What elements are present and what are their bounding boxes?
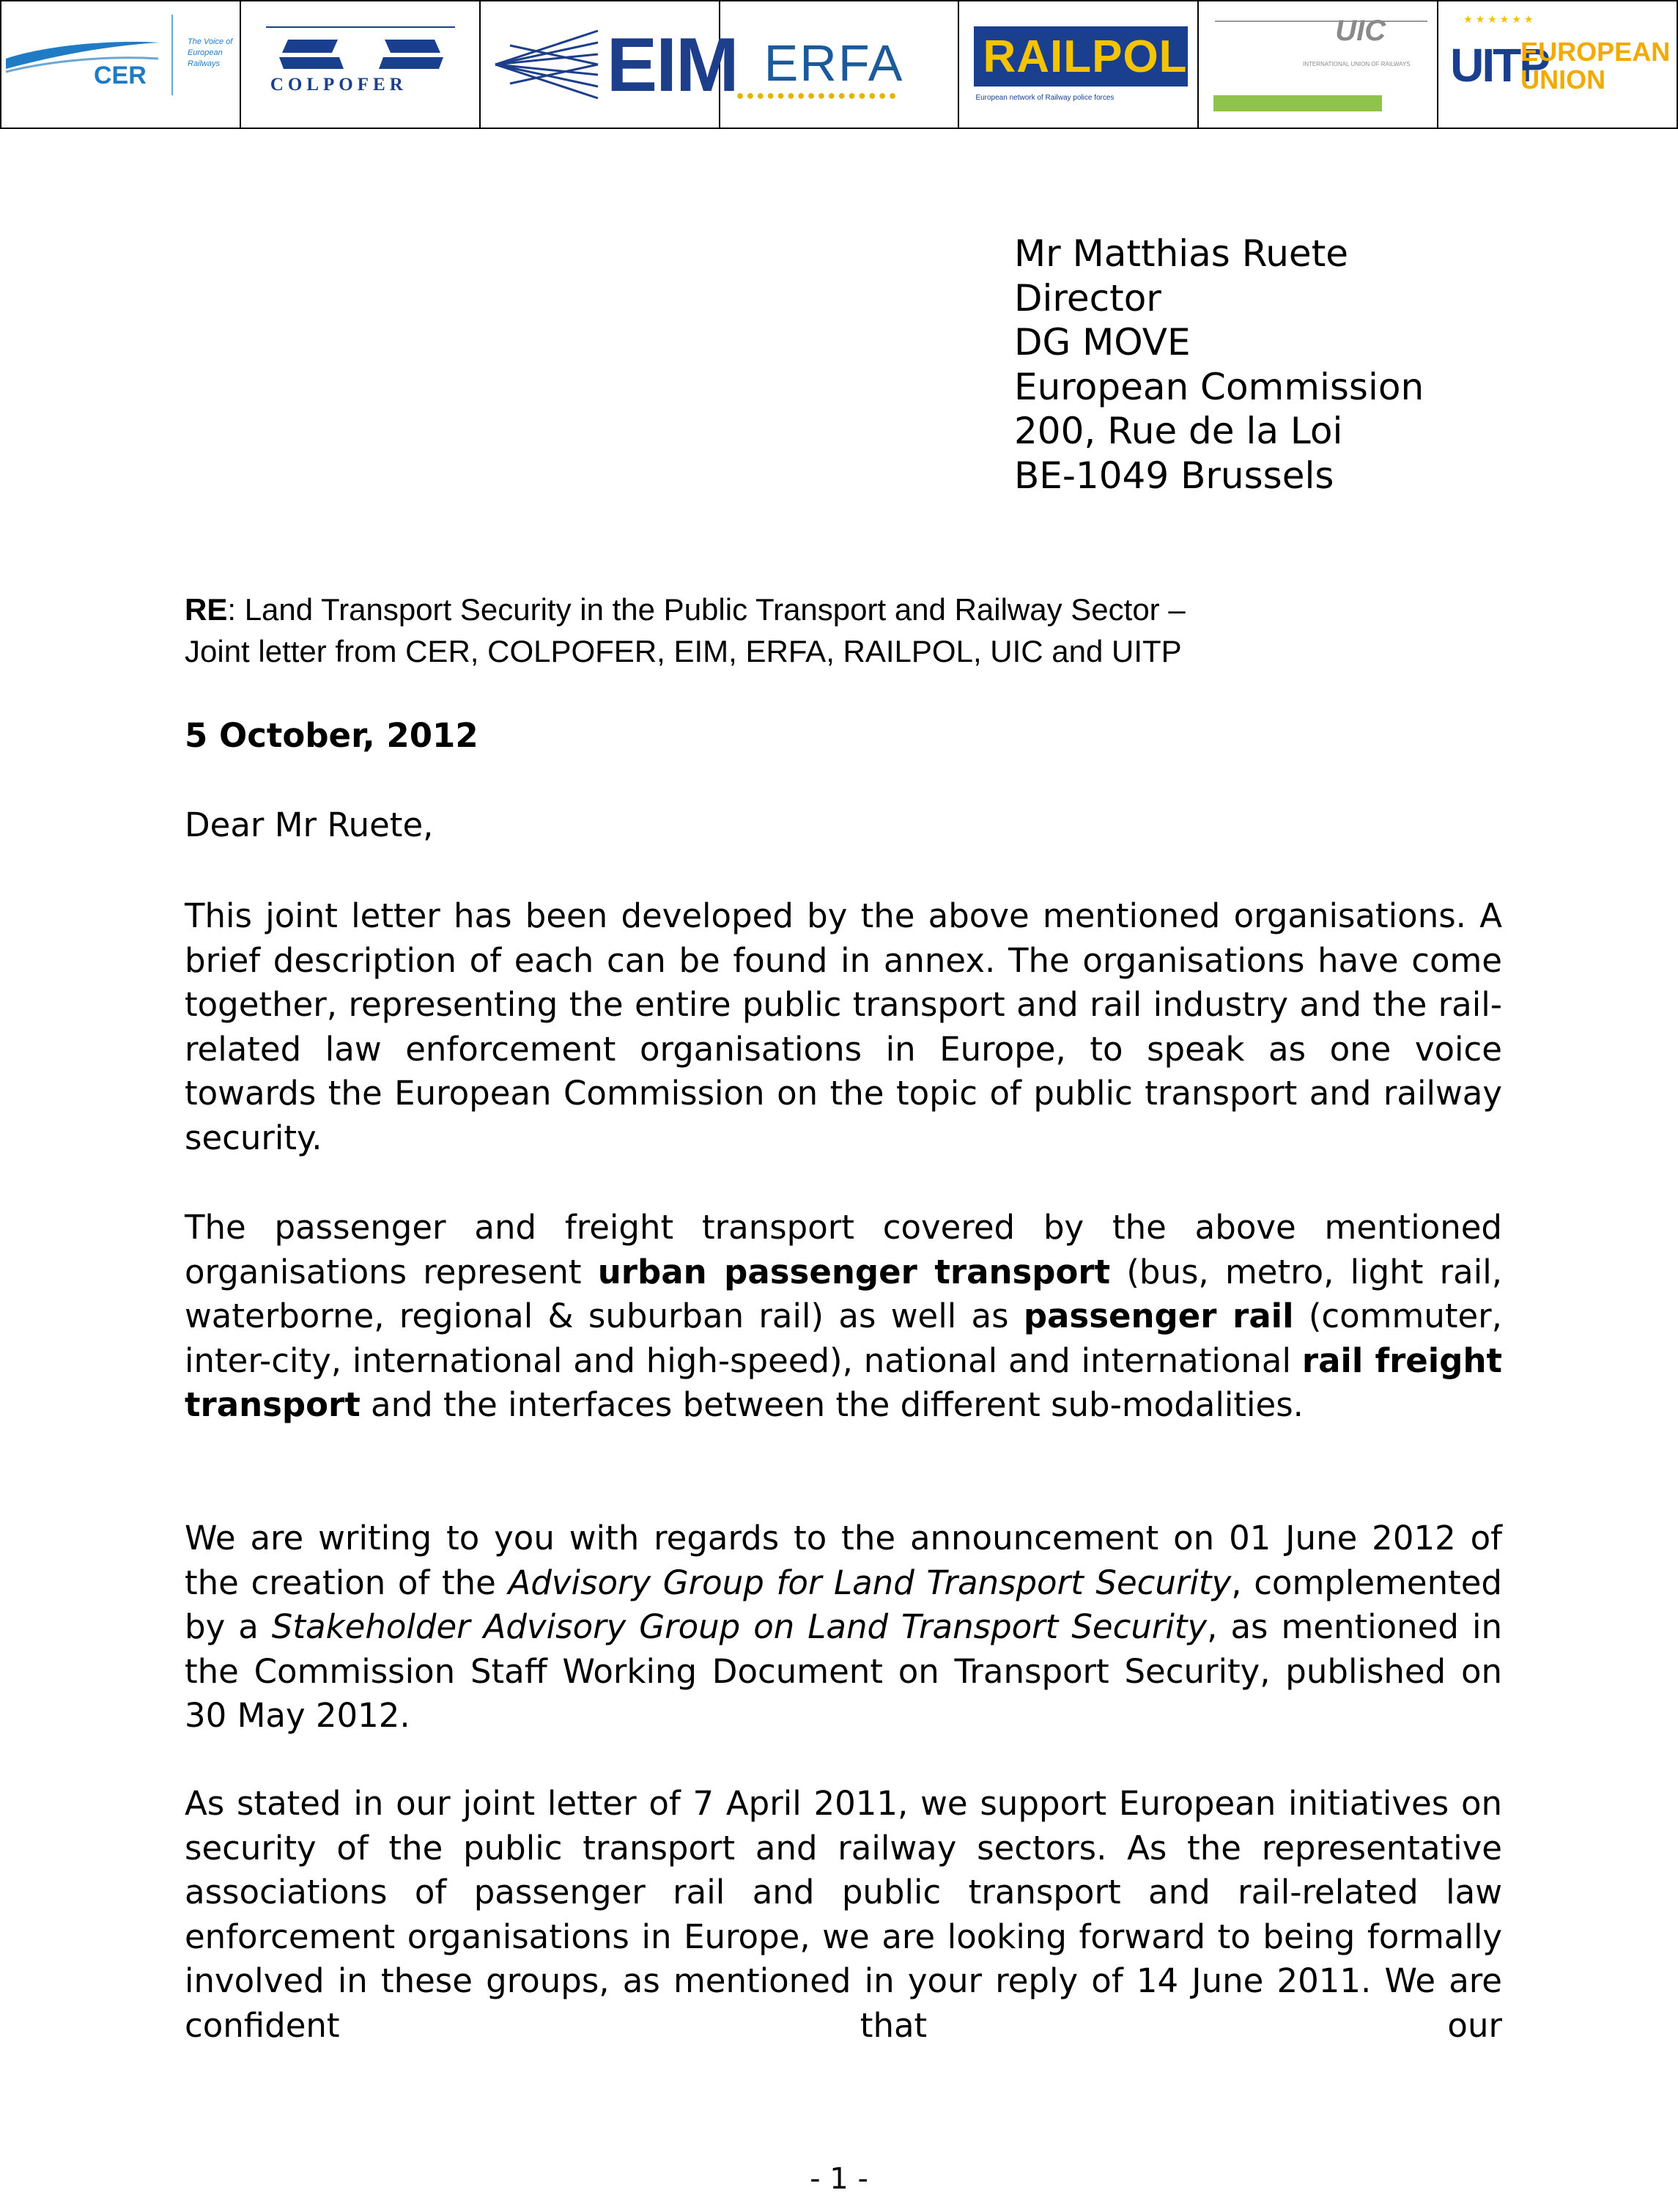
railpol-tagline: European network of Railway police forces bbox=[975, 94, 1115, 102]
cer-logo bbox=[1, 1, 241, 128]
colpofer-emblem-icon bbox=[241, 1, 481, 128]
recipient-department: DG MOVE bbox=[1014, 321, 1191, 364]
cer-wordmark: CER bbox=[94, 62, 147, 89]
p3-italic-advisory-group: Advisory Group for Land Transport Security bbox=[508, 1563, 1232, 1602]
p2-bold-urban: urban passenger transport bbox=[597, 1252, 1111, 1291]
p2-bold-rail-freight: rail freight transport bbox=[185, 1341, 1502, 1425]
body-paragraph-2 bbox=[185, 1206, 1502, 1428]
uic-rule bbox=[1215, 21, 1427, 22]
recipient-organisation: European Commission bbox=[1014, 365, 1424, 408]
cer-tagline: The Voice of European Railways bbox=[188, 37, 233, 68]
erfa-wordmark: ERFA bbox=[764, 34, 904, 92]
salutation: Dear Mr Ruete, bbox=[185, 805, 434, 844]
uic-wordmark: UIC bbox=[1335, 15, 1386, 47]
uitp-eu-logo bbox=[1438, 1, 1677, 128]
p3-text-e: , as mentioned in the Commission Staff Working Document on Transport Security, published on 30 May 2012. bbox=[185, 1607, 1502, 1736]
railpol-wordmark: RAILPOL bbox=[983, 32, 1188, 82]
p3-text-c: , complemented by a bbox=[185, 1563, 1502, 1647]
colpofer-logo bbox=[241, 1, 481, 128]
body-paragraph-1: This joint letter has been developed by the above mentioned organisations. A brief description of each can be found in annex. The organisations have come together, representing the entire public transport and rail industry and the rail-related law enforcement organisations in Europe, to speak as one voice towards the European Commission on the topic of public transport and railway security. bbox=[185, 896, 1502, 1157]
erfa-dots: ●●●●●●●●●●●●●●●● bbox=[736, 88, 899, 103]
p3-italic-stakeholder-group: Stakeholder Advisory Group on Land Transport Security bbox=[271, 1607, 1208, 1647]
uic-green-band bbox=[1213, 95, 1382, 111]
erfa-logo bbox=[720, 1, 960, 128]
p2-text-g: and the interfaces between the different sub-modalities. bbox=[360, 1385, 1304, 1425]
recipient-city: BE-1049 Brussels bbox=[1014, 454, 1334, 497]
recipient-street: 200, Rue de la Loi bbox=[1014, 410, 1343, 453]
subject-text-1: : Land Transport Security in the Public Transport and Railway Sector – bbox=[227, 592, 1186, 627]
p3-text-a: We are writing to you with regards to the announcement on 01 June 2012 of the creation of the bbox=[185, 1519, 1502, 1602]
uic-tagline: INTERNATIONAL UNION OF RAILWAYS bbox=[1303, 61, 1411, 67]
recipient-title: Director bbox=[1014, 276, 1161, 320]
subject-line bbox=[185, 589, 1504, 672]
p2-text-a: The passenger and freight transport covered by the above mentioned organisations represent bbox=[185, 1208, 1502, 1291]
page-number: - 1 - bbox=[810, 2162, 868, 2196]
cer-divider bbox=[171, 15, 173, 95]
eu-wordmark: EUROPEAN UNION bbox=[1520, 37, 1671, 95]
recipient-name: Mr Matthias Ruete bbox=[1014, 232, 1349, 275]
partner-logo-bar bbox=[0, 0, 1678, 129]
subject-text-2: Joint letter from CER, COLPOFER, EIM, ERFA, RAILPOL, UIC and UITP bbox=[185, 634, 1182, 668]
eim-logo bbox=[481, 1, 738, 128]
uitp-wordmark: UITP bbox=[1450, 39, 1548, 92]
p2-bold-passenger-rail: passenger rail bbox=[1023, 1297, 1294, 1336]
recipient-address bbox=[1014, 232, 1424, 498]
eim-wordmark: EIM bbox=[606, 23, 738, 108]
body-paragraph-4: As stated in our joint letter of 7 April 2011, we support European initiatives on security of the public transport and railway sectors. As the representative associations of passenger rail and public transport and rail-related law enforcement organisations in Europe, we are looking forward to being formally involved in these groups, as mentioned in your reply of 14 June 2011. We are confident that our bbox=[185, 1784, 1502, 2045]
uic-logo bbox=[1199, 1, 1438, 128]
letter-date: 5 October, 2012 bbox=[185, 716, 478, 755]
p2-text-e: (commuter, inter-city, international and high-speed), national and international bbox=[185, 1297, 1502, 1380]
colpofer-wordmark: COLPOFER bbox=[270, 75, 407, 95]
p2-text-c: (bus, metro, light rail, waterborne, regional & suburban rail) as well as bbox=[185, 1252, 1503, 1336]
body-paragraph-3 bbox=[185, 1516, 1502, 1739]
eu-stars-icon: ★★★★★★ bbox=[1463, 13, 1537, 25]
subject-label: RE bbox=[185, 592, 228, 627]
railpol-logo bbox=[959, 1, 1199, 128]
